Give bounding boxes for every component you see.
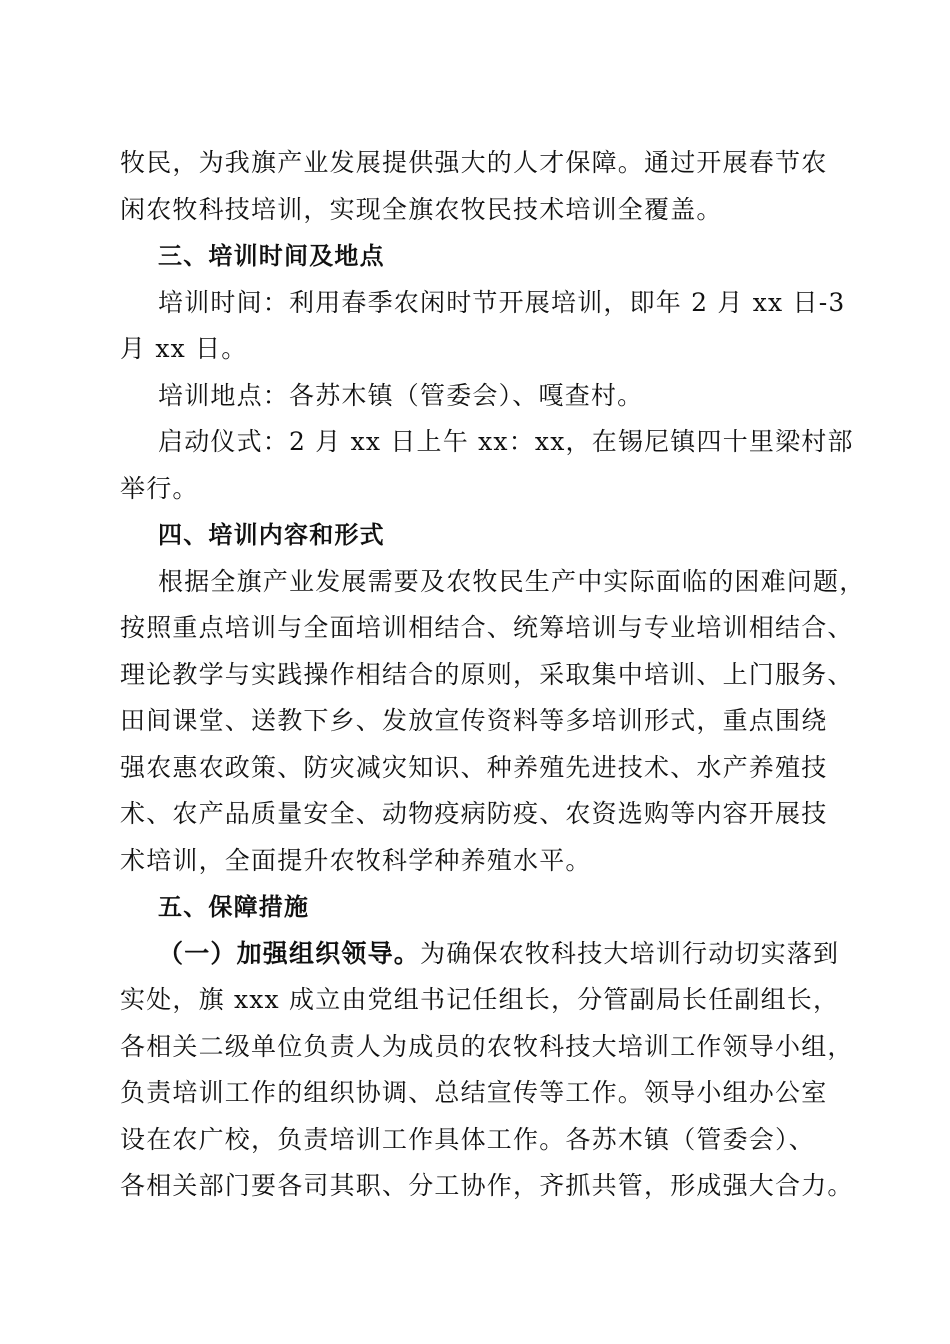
- paragraph-line: 术、农产品质量安全、动物疫病防疫、农资选购等内容开展技: [120, 799, 828, 828]
- paragraph-line: 各相关二级单位负责人为成员的农牧科技大培训工作领导小组，: [120, 1031, 854, 1061]
- paragraph-line: 各相关部门要各司其职、分工协作，齐抓共管，形成强大合力。: [120, 1171, 854, 1200]
- training-place-line: 培训地点：各苏木镇（管委会）、嘎查村。: [158, 380, 644, 410]
- document-body: [120, 140, 866, 1210]
- paragraph-line: 设在农广校，负责培训工作具体工作。各苏木镇（管委会）、: [120, 1124, 815, 1154]
- launch-ceremony-line: 举行。: [120, 473, 199, 503]
- paragraph-line: [120, 931, 840, 978]
- training-time-line: 月 xx 日。: [120, 334, 248, 363]
- paragraph-line: 按照重点培训与全面培训相结合、统筹培训与专业培训相结合、: [120, 613, 854, 642]
- paragraph-line: 负责培训工作的组织协调、总结宣传等工作。领导小组办公室: [120, 1078, 828, 1107]
- section-heading-content-form: 四、培训内容和形式: [158, 521, 385, 549]
- paragraph-line: 根据全旗产业发展需要及农牧民生产中实际面临的困难问题，: [158, 566, 866, 596]
- section-heading-time-place: 三、培训时间及地点: [158, 242, 385, 270]
- paragraph-line: 强农惠农政策、防灾减灾知识、种养殖先进技术、水产养殖技: [120, 752, 828, 782]
- paragraph-line: 术培训，全面提升农牧科学种养殖水平。: [120, 845, 592, 875]
- launch-ceremony-line: 启动仪式：2 月 xx 日上午 xx：xx，在锡尼镇四十里梁村部: [158, 427, 854, 456]
- paragraph-line: 实处，旗 xxx 成立由党组书记任组长，分管副局长任副组长，: [120, 985, 840, 1014]
- paragraph-line: 理论教学与实践操作相结合的原则，采取集中培训、上门服务、: [120, 659, 854, 689]
- paragraph-line: 田间课堂、送教下乡、发放宣传资料等多培训形式，重点围绕: [120, 706, 828, 735]
- paragraph-text: 为确保农牧科技大培训行动切实落到: [420, 938, 840, 968]
- training-time-line: 培训时间：利用春季农闲时节开展培训，即年 2 月 xx 日-3: [158, 287, 846, 317]
- section-heading-safeguards: 五、保障措施: [158, 893, 310, 921]
- paragraph-line: 闲农牧科技培训，实现全旗农牧民技术培训全覆盖。: [120, 194, 723, 224]
- paragraph-line: 牧民，为我旗产业发展提供强大的人才保障。通过开展春节农: [120, 148, 828, 177]
- subsection-title: （一）加强组织领导。: [158, 938, 421, 968]
